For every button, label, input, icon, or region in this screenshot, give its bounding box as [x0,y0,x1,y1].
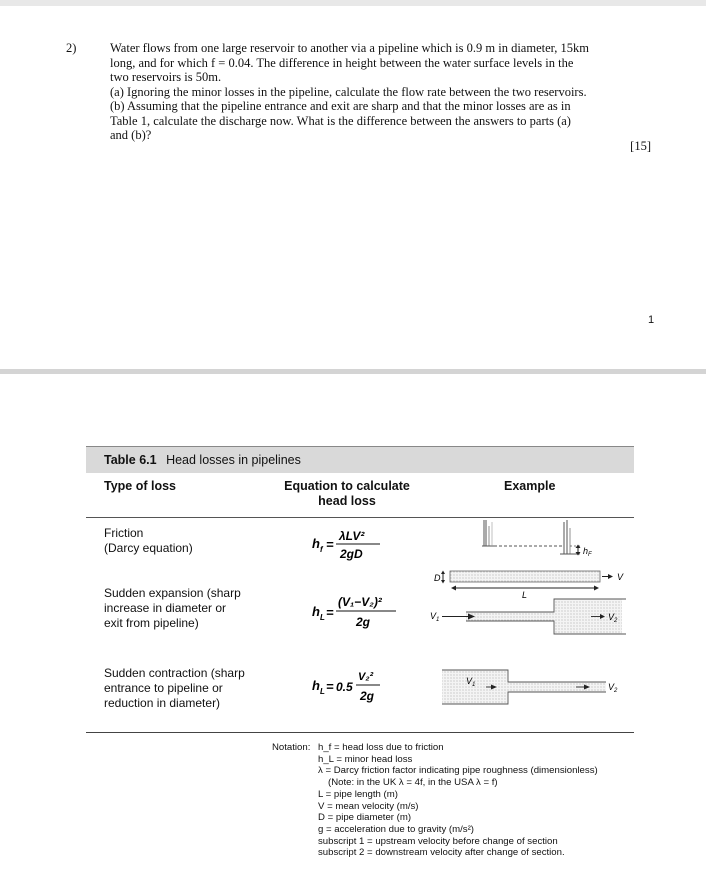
eq-sub: L [320,687,325,696]
eq-denominator: 2gD [340,547,363,561]
col-header-equation-line: Equation to calculate [284,479,410,493]
question-part-a: (a) Ignoring the minor losses in the pipeline, calculate the flow rate between the two reservoirs. [110,84,587,99]
loss-type [104,666,264,711]
eq-coefficient: 0.5 [336,680,353,694]
col-header-type: Type of loss [104,479,177,493]
head-loss-table [86,446,634,733]
notation-line: subscript 1 = upstream velocity before change of section [318,835,558,847]
question-line: Water flows from one large reservoir to another via a pipeline which is 0.9 m in diameter, 15km [110,41,590,55]
question-part-b: and (b)? [110,128,152,142]
page-separator [0,369,706,374]
v2-label: V [608,682,615,692]
eq-numerator: V₂² [358,671,374,683]
svg-text:=: = [326,679,334,694]
page-top-edge [0,0,706,6]
notation-heading: Notation: [272,742,311,753]
v1-sub-label: 1 [436,617,440,623]
svg-text:=: = [326,537,334,552]
v2-sub-label: 2 [614,688,618,694]
eq-numerator: (V₁−V₂)² [338,595,382,609]
contraction-equation [308,658,418,714]
v-label: V [617,572,624,582]
loss-type-line: Sudden expansion (sharp [104,586,241,600]
eq-denominator: 2g [356,615,371,629]
question-number: 2) [66,41,77,55]
notation-line: h_L = minor head loss [318,753,413,765]
table-caption-number: Table 6.1 [104,453,157,467]
v1-label: V [466,676,473,686]
eq-lhs: h [312,678,320,693]
v1-sub-label: 1 [472,682,476,688]
friction-equation [308,520,418,572]
contraction-diagram [426,656,636,718]
d-label: D [434,573,441,583]
hf-label: h [583,546,589,556]
eq-lhs: h [312,536,320,551]
loss-type [104,586,264,631]
question-text [110,41,655,143]
notation-line: L = pipe length (m) [318,788,398,800]
expansion-diagram [426,568,636,654]
loss-type-line: Sudden contraction (sharp [104,666,245,680]
table-header-row [86,473,634,518]
notation-line: (Note: in the UK λ = 4f, in the USA λ = f) [328,777,498,789]
notation-line: h_f = head loss due to friction [318,742,444,753]
l-label: L [522,590,528,600]
loss-type-line: exit from pipeline) [104,616,199,630]
loss-type-line: reduction in diameter) [104,696,221,710]
loss-type-line: increase in diameter or [104,601,227,615]
table-caption-title: Head losses in pipelines [166,453,301,467]
notation-line: D = pipe diameter (m) [318,812,412,824]
col-header-equation [272,479,422,509]
question-part-b: (b) Assuming that the pipeline entrance and exit are sharp and that the minor losses are as in [110,99,571,113]
notation-line: subscript 2 = downstream velocity after change of section. [318,847,565,859]
svg-text:=: = [326,605,334,620]
notation-line: λ = Darcy friction factor indicating pipe roughness (dimensionless) [318,765,598,777]
notation-line: V = mean velocity (m/s) [318,800,419,812]
v2-sub-label: 2 [614,618,618,624]
question-part-b: Table 1, calculate the discharge now. What is the difference between the answers to parts (a) [110,113,571,128]
col-header-equation-line: head loss [318,494,376,508]
loss-type-line: Friction [104,526,144,540]
loss-type-line: (Darcy equation) [104,541,193,555]
question-line: two reservoirs is 50m. [110,70,222,84]
loss-type-line: entrance to pipeline or [104,681,223,695]
col-header-example: Example [504,479,556,493]
loss-type [104,526,264,556]
table-row-contraction [86,666,634,732]
eq-sub: f [320,545,323,554]
table-bottom-rule [86,732,634,733]
hf-sub-label: F [588,552,592,558]
notation-list [318,742,658,859]
table-caption [86,446,634,473]
v2-label: V [608,612,615,622]
question-line: long, and for which f = 0.04. The difference in height between the water surface levels in the [110,55,574,70]
notation-line: g = acceleration due to gravity (m/s²) [318,823,474,835]
expansion-equation [308,580,438,640]
eq-denominator: 2g [360,689,375,703]
eq-numerator: λLV² [339,529,365,543]
eq-lhs: h [312,604,320,619]
v1-label: V [430,611,437,621]
eq-sub: L [320,613,325,622]
question-marks: [15] [630,139,651,153]
page-number: 1 [648,314,655,326]
